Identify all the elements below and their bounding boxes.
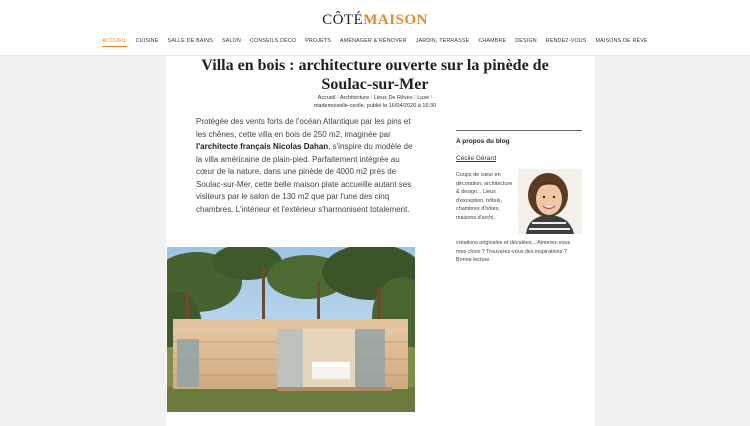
breadcrumb-lieux-de-reves[interactable]: Lieux De Rêves (373, 95, 413, 101)
breadcrumb-accueil[interactable]: Accueil (317, 95, 336, 101)
nav-jardin-terrasse[interactable]: JARDIN, TERRASSE (415, 38, 470, 44)
architect-name: l'architecte français Nicolas Dahan (196, 142, 329, 151)
author-bio: Coups de cœur en décoration, architecture & design... Lieux d'exception, hôtels, chambres d'hôtes, maisons d'archi, (456, 172, 513, 221)
breadcrumb-architecture[interactable]: Architecture (339, 95, 370, 101)
nav-conseils-deco[interactable]: CONSEILS DÉCO (250, 38, 297, 44)
nav-amenager-renover[interactable]: AMÉNAGER & RÉNOVER (340, 38, 407, 44)
author-link[interactable]: Cécile Gérard (456, 155, 497, 162)
breadcrumb-separator: / (337, 95, 340, 101)
intro-text-1: Protégée des vents forts de l'océan Atlantique par les pins et les chênes, cette villa en bois de 250 m2, imaginée par (196, 117, 411, 139)
article-meta: mademoiselle-cecile, publié le 16/04/2020 à 16:30 (313, 103, 437, 109)
sidebar-divider (456, 130, 582, 131)
intro-text-2: , s'inspire du modèle de la villa américaine de plain-pied. Parfaitement intégrée au cœur de la nature, dans une pinède de 4000 m2 près de Soulac-sur-Mer, cette belle maison plate accueille autant ses visiteurs par le salon de 130 m2 que par l'une des cinq chambres. L'intérieur et l'extérieur s'harmonisent totalement. (196, 142, 413, 214)
article-title: Villa en bois : architecture ouverte sur la pinède de Soulac-sur-Mer (201, 57, 549, 93)
nav-salon[interactable]: SALON (222, 38, 242, 44)
author-avatar (518, 169, 582, 234)
nav-accueil[interactable]: ACCUEIL (102, 38, 126, 47)
nav-design[interactable]: DESIGN (515, 38, 537, 44)
article-intro (196, 116, 420, 216)
logo-maison: MAISON (363, 12, 428, 28)
nav-rendez-vous[interactable]: RENDEZ-VOUS (545, 38, 587, 44)
breadcrumb-separator: / (370, 95, 374, 101)
site-header (0, 0, 750, 56)
villa-photo (167, 247, 415, 412)
nav-projets[interactable]: PROJETS (305, 38, 332, 44)
nav-cuisine[interactable]: CUISINE (135, 38, 159, 44)
nav-maisons-de-reve[interactable]: MAISONS DE RÊVE (595, 38, 648, 44)
logo-cote: CÔTÉ (322, 12, 364, 28)
about-blog-title: A propos du blog (456, 138, 510, 145)
site-logo[interactable] (0, 12, 750, 29)
nav-chambre[interactable]: CHAMBRE (478, 38, 507, 44)
nav-salle-de-bains[interactable]: SALLE DE BAINS (167, 38, 214, 44)
breadcrumb-luxe[interactable]: Luxe (417, 95, 430, 101)
author-bio-continued: créations originales et décalées... Aimerez-vous mes choix ? Trouverez-vous des inspirations ? Bonne lecture. (456, 240, 571, 263)
breadcrumb-separator: / (430, 95, 433, 101)
main-nav (0, 38, 750, 47)
breadcrumb-separator: / (414, 95, 418, 101)
